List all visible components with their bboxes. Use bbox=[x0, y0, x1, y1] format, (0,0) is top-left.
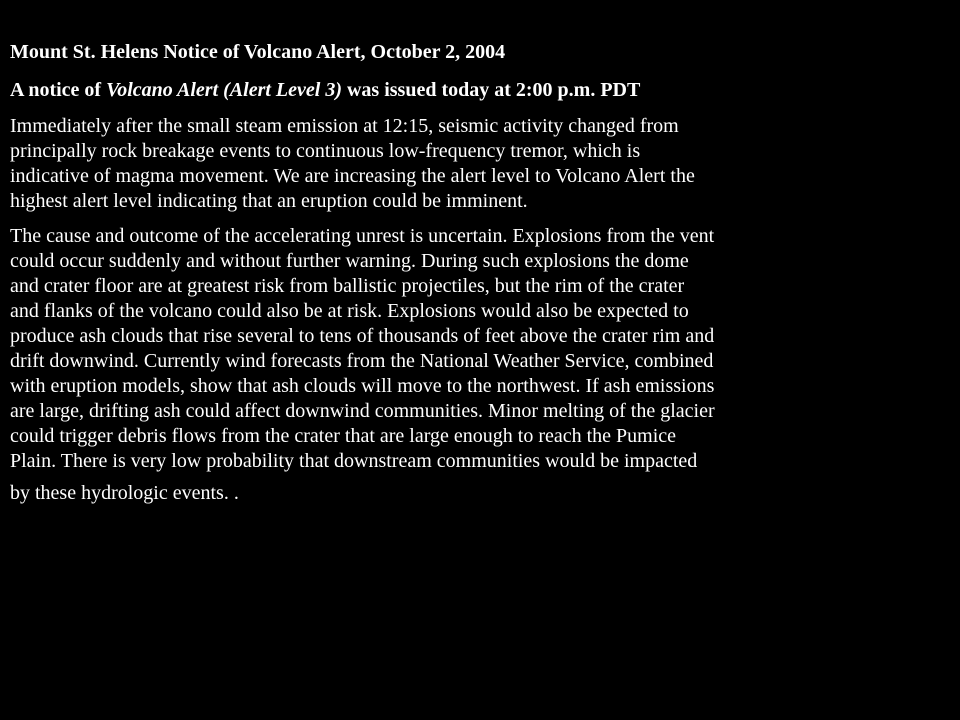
paragraph-line: Immediately after the small steam emission at 12:15, seismic activity changed from bbox=[10, 115, 679, 137]
paragraph-line: by these hydrologic events. . bbox=[10, 482, 239, 504]
paragraph-line: The cause and outcome of the accelerating unrest is uncertain. Explosions from the vent bbox=[10, 225, 715, 247]
paragraph-line: Plain. There is very low probability that downstream communities would be impacted bbox=[10, 450, 698, 472]
notice-document bbox=[10, 38, 952, 523]
paragraph-line: could trigger debris flows from the crater that are large enough to reach the Pumice bbox=[10, 425, 677, 447]
paragraph-line: drift downwind. Currently wind forecasts from the National Weather Service, combined bbox=[10, 350, 714, 372]
paragraph-seismic-activity bbox=[10, 114, 952, 214]
paragraph-line: and crater floor are at greatest risk from ballistic projectiles, but the rim of the crater bbox=[10, 275, 685, 297]
notice-title: Mount St. Helens Notice of Volcano Alert, October 2, 2004 bbox=[10, 41, 506, 63]
subtitle-suffix: was issued today at 2:00 p.m. PDT bbox=[341, 79, 641, 101]
paragraph-line: indicative of magma movement. We are increasing the alert level to Volcano Alert the bbox=[10, 165, 695, 187]
subtitle-alert-level: Volcano Alert (Alert Level 3) bbox=[106, 79, 342, 101]
paragraph-line: produce ash clouds that rise several to tens of thousands of feet above the crater rim and bbox=[10, 325, 715, 347]
paragraph-line: could occur suddenly and without further warning. During such explosions the dome bbox=[10, 250, 689, 272]
paragraph-unrest-outcome bbox=[10, 224, 952, 513]
paragraph-line: principally rock breakage events to continuous low-frequency tremor, which is bbox=[10, 140, 641, 162]
paragraph-line: highest alert level indicating that an eruption could be imminent. bbox=[10, 190, 528, 212]
subtitle-prefix: A notice of bbox=[10, 79, 107, 101]
paragraph-line: with eruption models, show that ash clouds will move to the northwest. If ash emissions bbox=[10, 375, 715, 397]
notice-subtitle bbox=[10, 76, 952, 104]
paragraph-line: and flanks of the volcano could also be at risk. Explosions would also be expected to bbox=[10, 300, 689, 322]
paragraph-line: are large, drifting ash could affect downwind communities. Minor melting of the glacier bbox=[10, 400, 715, 422]
